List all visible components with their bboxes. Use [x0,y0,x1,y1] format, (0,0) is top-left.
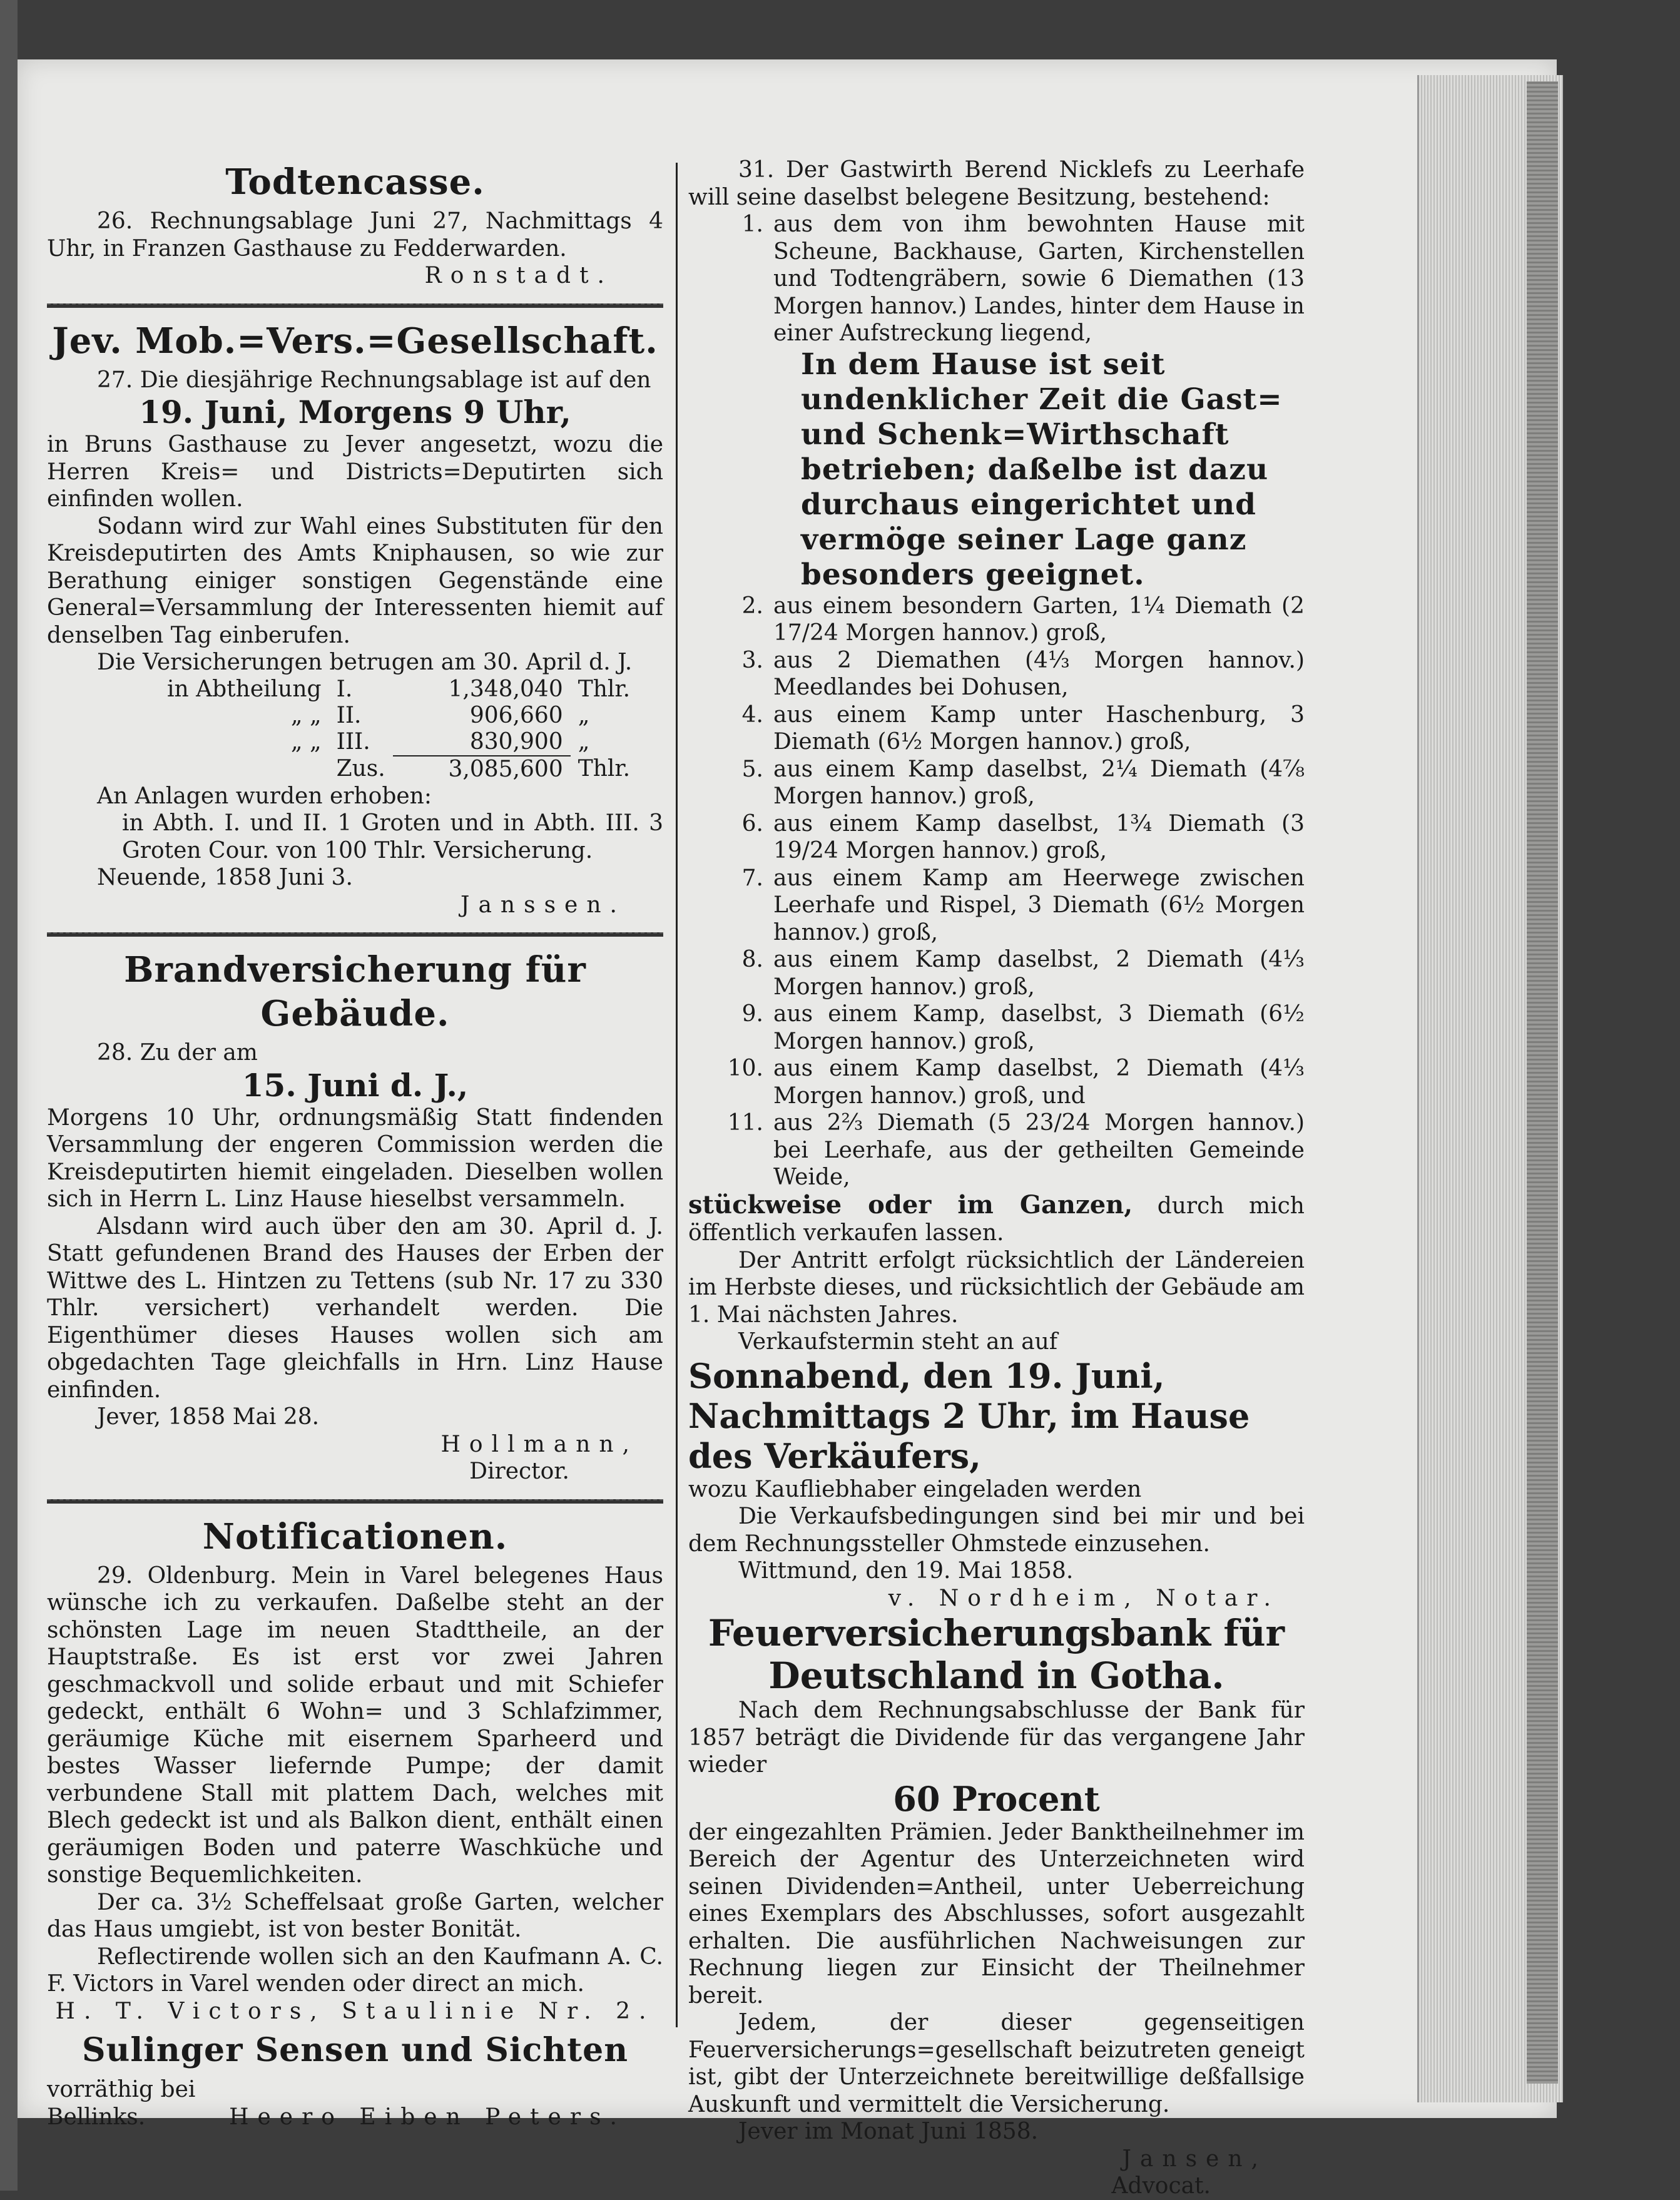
sale-signature: v. Nordheim, Notar. [888,1585,1280,1611]
feuer-p3: Jedem, der dieser gegenseitigen Feuerversicherungs=gesellschaft beizutreten geneigt ist, gibt der Unterzeichnete bereitwillige deßfallsige Auskunft und vermittelt die Versicherung. [688,2010,1305,2117]
jev-signature: Janssen. [461,892,626,918]
list-item-text: aus 2 Diemathen (4⅓ Morgen hannov.) Meedlandes bei Dohusen, [773,647,1305,700]
list-item [688,756,1305,810]
feuer-signature-title: Advocat. [1111,2173,1211,2199]
notif-p1: 29. Oldenburg. Mein in Varel belegenes Haus wünsche ich zu verkaufen. Daßelbe steht an der schönsten Lage im neuen Stadttheile, an der Hauptstraße. Es ist erst vor zwei Jahren geschmackvoll und solide erbaut und mit Schiefer gedeckt, enthält 6 Wohn= und 3 Schlafzimmer, geräumige Küche mit eisernem Sparheerd und bestes Wasser liefernde Pumpe; der damit verbundene Stall mit plattem Dach, welches mit Blech gedeckt ist und als Balkon dient, enthält einen geräumigen Boden und paterre Waschküche und sonstige Bequemlichkeiten. [47,1562,663,1888]
list-item-number: 1. [741,211,763,237]
sulinger-section [47,2029,663,2131]
row-unit: „ [578,702,590,728]
book-cover [1527,81,1558,2084]
row-label: „ „ [290,702,322,728]
list-item-number: 8. [741,947,763,972]
separator-rule [47,932,663,937]
list-item [688,1055,1305,1109]
feuer-p2: der eingezahlten Prämien. Jeder Banktheilnehmer im Bereich der Agentur des Unterzeichneten wird seinen Dividenden=Antheil, unter Ueberreichung eines Exemplars des Abschlusses, sofort ausgezahlt erhalten. Die ausführlichen Nachweisungen zur Rechnung liegen zur Einsicht der Theilnehmer bereit. [688,1819,1305,2009]
brand-signature-title: Director. [469,1459,569,1484]
brand-signature-name: Hollmann, [440,1431,638,1457]
sale-mode [688,1191,1305,1247]
list-item [688,1109,1305,1191]
sale-wozu: wozu Kaufliebhaber eingeladen werden [688,1476,1142,1502]
sulinger-p1: vorräthig bei [47,2077,196,2102]
list-item-number: 2. [741,593,763,619]
todtencasse-title: Todtencasse. [225,161,485,203]
list-item-text: aus einem Kamp daselbst, 2 Diemath (4⅓ Morgen hannov.) groß, und [773,1056,1305,1109]
list-item [688,647,1305,701]
sale-mode-rest: durch mich öffentlich verkaufen lassen. [688,1193,1305,1246]
insurance-row [160,729,638,756]
feuer-percent: 60 Procent [893,1778,1100,1819]
sulinger-title: Sulinger Sensen und Sichten [81,2031,629,2069]
row-value: 830,900 [469,728,563,755]
notif-signature: H. T. Victors, Staulinie Nr. 2. [55,1998,655,2024]
jev-title: Jev. Mob.=Vers.=Gesellschaft. [52,320,658,362]
brand-section [47,948,663,1485]
right-column [688,156,1305,2200]
brand-place: Jever, 1858 Mai 28. [97,1404,320,1430]
sale-highlight: In dem Hause ist seit undenklicher Zeit die Gast= und Schenk=Wirthschaft betrieben; daßelbe ist dazu durchaus eingerichtet und vermöge seiner Lage ganz besonders geeignet. [801,347,1283,592]
jev-section [47,319,663,919]
list-item-number: 10. [727,1056,763,1081]
sale-termin: Verkaufstermin steht an auf [738,1329,1058,1355]
book-spine [0,0,18,2191]
brand-p3: Alsdann wird auch über den am 30. April d. J. Statt gefundenen Brand des Hauses der Erben der Wittwe des L. Hintzen zu Tettens (sub Nr. 17 zu 330 Thlr. versichert) verhandelt werden. Die Eigenthümer dieses Hauses wollen sich am obgedachten Tage gleichfalls in Hrn. Linz Hause einfinden. [47,1213,663,1403]
brand-title: Brandversicherung für Gebäude. [124,949,586,1034]
list-item [688,810,1305,865]
list-item-number: 3. [741,647,763,673]
brand-date: 15. Juni d. J., [242,1066,469,1104]
jev-p4: Die Versicherungen betrugen am 30. April d. J. [97,649,633,675]
row-label: „ „ [290,729,322,755]
sale-intro: 31. Der Gastwirth Berend Nicklefs zu Leerhafe will seine daselbst belegene Besitzung, bestehend: [688,157,1305,210]
list-item [688,1001,1305,1055]
sulinger-footer [47,2104,663,2131]
sale-items-list [688,593,1305,1191]
notif-p2: Der ca. 3½ Scheffelsaat große Garten, welcher das Haus umgiebt, ist von bester Bonität. [47,1889,663,1942]
row-class: I. [336,676,353,702]
sale-termin-date: Sonnabend, den 19. Juni, Nachmittags 2 Uhr, im Hause des Verkäufers, [688,1355,1250,1476]
list-item-text: aus einem Kamp, daselbst, 3 Diemath (6½ Morgen hannov.) groß, [773,1001,1305,1054]
sale-antritt: Der Antritt erfolgt rücksichtlich der Ländereien im Herbste dieses, und rücksichtlich der Gebäude am 1. Mai nächsten Jahres. [688,1247,1305,1328]
jev-place: Neuende, 1858 Juni 3. [97,865,353,890]
list-item-text: aus einem Kamp unter Haschenburg, 3 Diemath (6½ Morgen hannov.) groß, [773,701,1305,755]
sulinger-signature: Heero Eiben Peters. [229,2104,626,2130]
sum-label: Zus. [336,756,385,782]
list-item-text: aus einem besondern Garten, 1¼ Diemath (2 17/24 Morgen hannov.) groß, [773,593,1305,646]
jev-p5: An Anlagen wurden erhoben: [97,783,432,809]
list-item [688,211,1305,347]
list-item-number: 7. [741,865,763,891]
insurance-row [160,676,638,703]
todtencasse-signature: Ronstadt. [424,263,613,288]
row-value: 1,348,040 [448,676,563,702]
sale-place: Wittmund, den 19. Mai 1858. [738,1558,1074,1584]
insurance-sum-row [160,756,638,783]
list-item-text: aus 2⅔ Diemath (5 23/24 Morgen hannov.) bei Leerhafe, aus der getheilten Gemeinde Weide, [773,1110,1305,1190]
sulinger-p2: Bellinks. [47,2104,146,2130]
brand-p1: 28. Zu der am [97,1040,258,1066]
list-item [688,865,1305,947]
insurance-row [160,703,638,729]
list-item-text: aus einem Kamp daselbst, 2 Diemath (4⅓ Morgen hannov.) groß, [773,947,1305,1000]
list-item-text: aus einem Kamp daselbst, 1¾ Diemath (3 19/24 Morgen hannov.) groß, [773,810,1305,863]
list-item-number: 5. [741,756,763,782]
list-item [688,946,1305,1001]
row-value: 906,660 [469,702,563,728]
insurance-table [160,676,638,783]
row-class: II. [336,702,362,728]
list-item-number: 6. [741,810,763,837]
notif-p3: Reflectirende wollen sich an den Kaufmann A. C. F. Victors in Varel wenden oder direct an mich. [47,1943,663,1997]
separator-rule [47,303,663,308]
row-label: in Abtheilung [167,676,322,702]
todtencasse-text: 26. Rechnungsablage Juni 27, Nachmittags 4 Uhr, in Franzen Gasthause zu Fedderwarden. [47,208,663,262]
notif-section [47,1515,663,2025]
jev-p1: 27. Die diesjährige Rechnungsablage ist auf den [97,367,651,393]
sum-value: 3,085,600 [393,756,571,783]
list-item-number: 9. [741,1001,763,1027]
row-unit: Thlr. [578,676,631,702]
jev-p3: Sodann wird zur Wahl eines Substituten für den Kreisdeputirten des Amts Kniphausen, so wie zur Berathung einiger sonstigen Gegenstände eine General=Versammlung der Interessenten hiemit auf denselben Tag einberufen. [47,513,663,648]
feuer-signature-name: Jansen, [1122,2146,1267,2172]
jev-p2: in Bruns Gasthause zu Jever angesetzt, wozu die Herren Kreis= und Districts=Deputirten sich einfinden wollen. [47,432,663,512]
feuer-p1: Nach dem Rechnungsabschlusse der Bank für 1857 beträgt die Dividende für das vergangene Jahr wieder [688,1698,1305,1778]
sale-mode-bold: stückweise oder im Ganzen, [688,1189,1133,1220]
list-item-number: 4. [741,701,763,728]
sale-conditions: Die Verkaufsbedingungen sind bei mir und bei dem Rechnungssteller Ohmstede einzusehen. [688,1504,1305,1557]
list-item [688,593,1305,647]
row-class: III. [336,729,370,755]
list-item [688,701,1305,756]
todtencasse-section [47,160,663,290]
list-item-number: 11. [727,1110,763,1136]
list-item-text: aus einem Kamp daselbst, 2¼ Diemath (4⅞ Morgen hannov.) groß, [773,756,1305,809]
jev-p6: in Abth. I. und II. 1 Groten und in Abth. III. 3 Groten Cour. von 100 Thlr. Versicherung. [122,810,663,863]
sum-unit: Thlr. [578,756,631,782]
jev-date: 19. Juni, Morgens 9 Uhr, [139,394,571,430]
separator-rule [47,1499,663,1504]
column-divider [676,163,678,2027]
row-unit: „ [578,729,590,755]
list-item-text: aus einem Kamp am Heerwege zwischen Leerhafe und Rispel, 3 Diemath (6½ Morgen hannov.) groß, [773,865,1305,945]
notif-title: Notificationen. [202,1515,508,1557]
list-item-text: aus dem von ihm bewohnten Hause mit Scheune, Backhause, Garten, Kirchenstellen und Todtengräbern, sowie 6 Diemathen (13 Morgen hannov.) Landes, hinter dem Hause in einer Aufstreckung liegend, [773,211,1305,346]
feuer-place: Jever im Monat Juni 1858. [738,2119,1039,2144]
brand-p2: Morgens 10 Uhr, ordnungsmäßig Statt findenden Versammlung der engeren Commission werden die Kreisdeputirten hiemit eingeladen. Dieselben wollen sich in Herrn L. Linz Hause hieselbst versammeln. [47,1104,663,1212]
feuer-title: Feuerversicherungsbank für Deutschland in Gotha. [708,1612,1285,1697]
left-column [47,156,663,2131]
